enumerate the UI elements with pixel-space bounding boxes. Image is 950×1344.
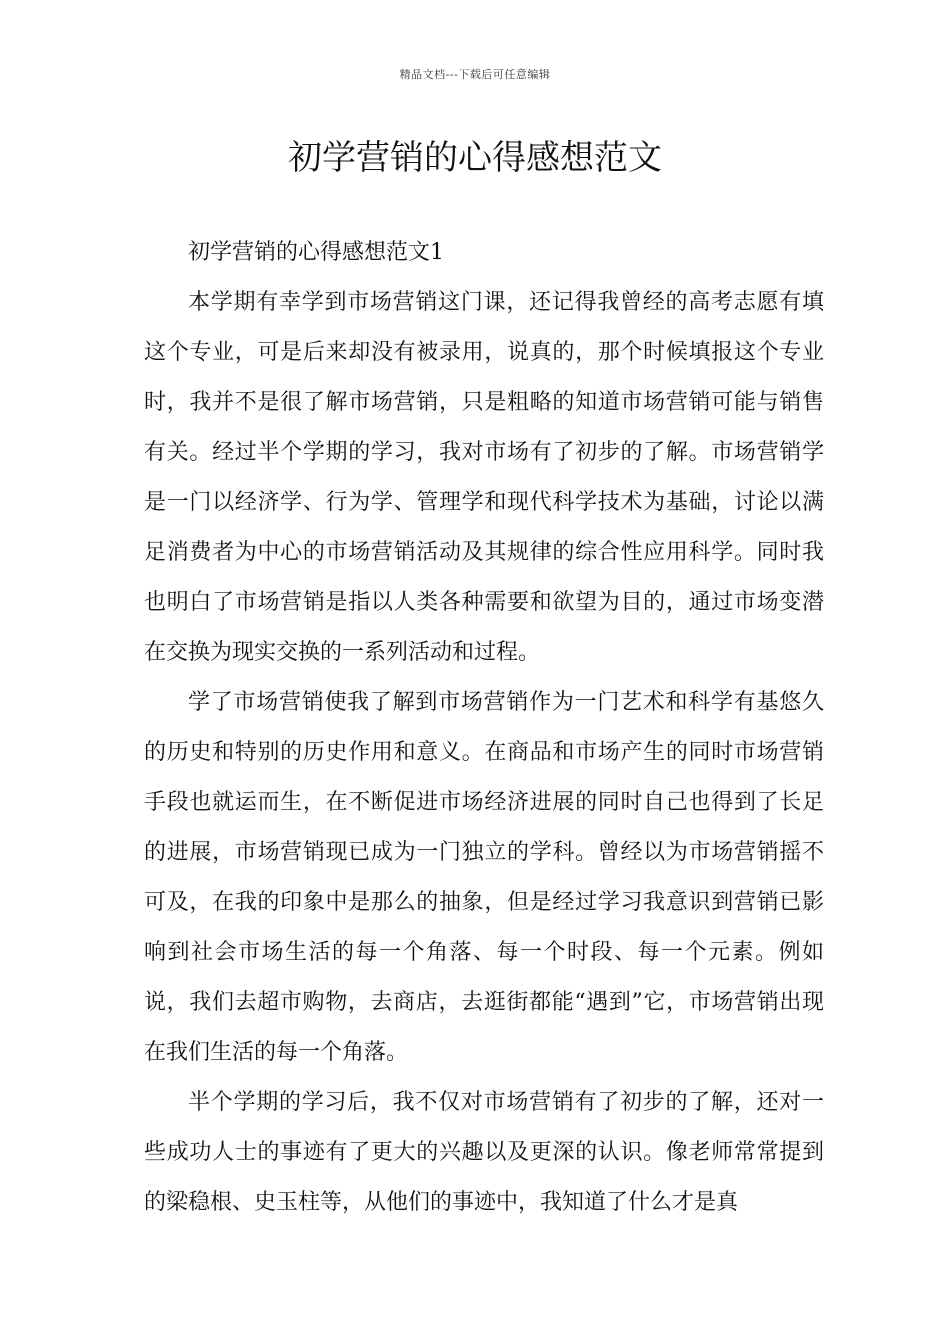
body-paragraph: 本学期有幸学到市场营销这门课，还记得我曾经的高考志愿有填这个专业，可是后来却没有被录用，说真的，那个时候填报这个专业时，我并不是很了解市场营销，只是粗略的知道市场营销可能与销售有关。经过半个学期的学习，我对市场有了初步的了解。市场营销学是一门以经济学、行为学、管理学和现代科学技术为基础，讨论以满足消费者为中心的市场营销活动及其规律的综合性应用科学。同时我也明白了市场营销是指以人类各种需要和欲望为目的，通过市场变潜在交换为现实交换的一系列活动和过程。	[144, 290, 824, 665]
body-paragraph: 半个学期的学习后，我不仅对市场营销有了初步的了解，还对一些成功人士的事迹有了更大的兴趣以及更深的认识。像老师常常提到的梁稳根、史玉柱等，从他们的事迹中，我知道了什么才是真	[144, 1090, 824, 1215]
document-body	[144, 228, 824, 1228]
document-title: 初学营销的心得感想范文	[288, 138, 662, 178]
subtitle-paragraph: 初学营销的心得感想范文1	[188, 240, 444, 265]
body-paragraph: 学了市场营销使我了解到市场营销作为一门艺术和科学有基悠久的历史和特别的历史作用和意义。在商品和市场产生的同时市场营销手段也就运而生，在不断促进市场经济进展的同时自己也得到了长足的进展，市场营销现已成为一门独立的学科。曾经以为市场营销摇不可及，在我的印象中是那么的抽象，但是经过学习我意识到营销已影响到社会市场生活的每一个角落、每一个时段、每一个元素。例如说，我们去超市购物，去商店，去逛街都能“遇到”它，市场营销出现在我们生活的每一个角落。	[144, 690, 824, 1065]
header-note: 精品文档---下载后可任意编辑	[399, 68, 551, 81]
